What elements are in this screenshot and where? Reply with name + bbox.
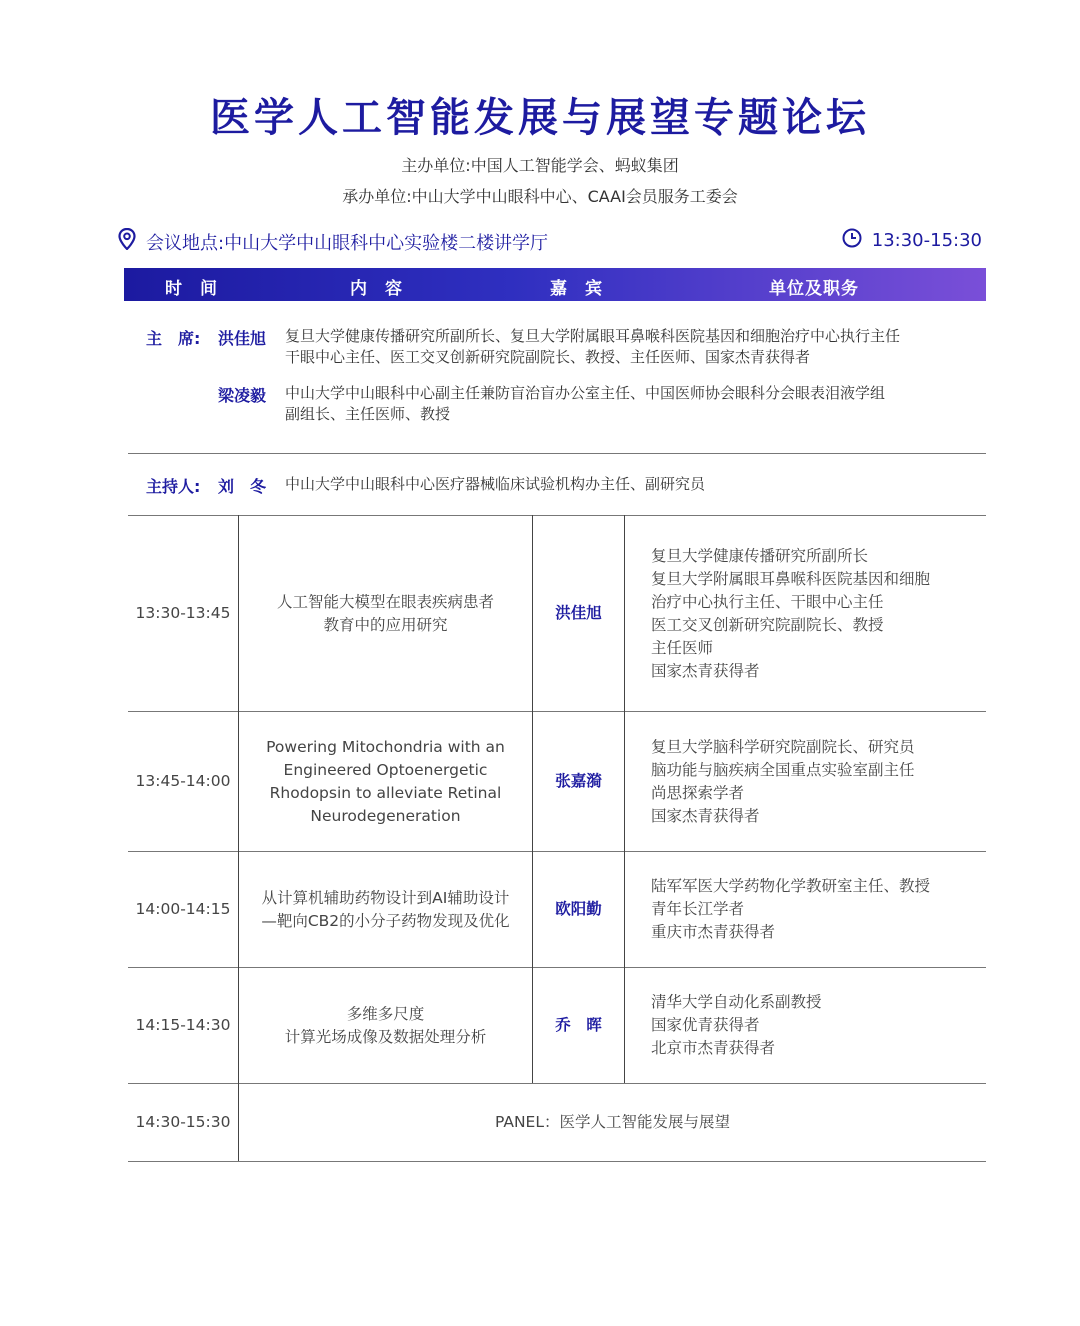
session-guest: 欧阳勤 bbox=[555, 900, 602, 918]
venue-text: 会议地点:中山大学中山眼科中心实验楼二楼讲学厅 bbox=[146, 232, 549, 254]
host-name: 刘 冬 bbox=[218, 477, 267, 496]
session-time: 13:45-14:00 bbox=[135, 772, 231, 790]
venue bbox=[118, 228, 548, 255]
session-topic: 从计算机辅助药物设计到AI辅助设计 —靶向CB2的小分子药物发现及优化 bbox=[261, 888, 510, 930]
header-unit: 单位及职务 bbox=[769, 279, 859, 299]
session-unit: 陆军军医大学药物化学教研室主任、教授 青年长江学者 重庆市杰青获得者 bbox=[651, 877, 931, 941]
divider bbox=[128, 453, 986, 454]
chair-desc: 复旦大学健康传播研究所副所长、复旦大学附属眼耳鼻喉科医院基因和细胞治疗中心执行主任 干眼中心主任、医工交叉创新研究院副院长、教授、主任医师、国家杰青获得者 bbox=[285, 327, 901, 366]
session-unit: 复旦大学健康传播研究所副所长 复旦大学附属眼耳鼻喉科医院基因和细胞 治疗中心执行主任、干眼中心主任 医工交叉创新研究院副院长、教授 主任医师 国家杰青获得者 bbox=[651, 546, 931, 680]
session-topic: 多维多尺度 计算光场成像及数据处理分析 bbox=[284, 1004, 487, 1046]
panel-text: PANEL：医学人工智能发展与展望 bbox=[495, 1113, 730, 1131]
chair-desc: 中山大学中山眼科中心副主任兼防盲治盲办公室主任、中国医师协会眼科分会眼表泪液学组 副组长、主任医师、教授 bbox=[285, 384, 886, 423]
page-title: 医学人工智能发展与展望专题论坛 bbox=[210, 95, 870, 141]
host-label: 主持人: bbox=[146, 477, 201, 496]
session-time: 13:30-13:45 bbox=[135, 604, 231, 622]
session-topic: 人工智能大模型在眼表疾病患者 教育中的应用研究 bbox=[276, 592, 494, 634]
session-time: 14:15-14:30 bbox=[135, 1016, 231, 1034]
time-range-text: 13:30-15:30 bbox=[871, 230, 982, 251]
session-unit: 复旦大学脑科学研究院副院长、研究员 脑功能与脑疾病全国重点实验室副主任 尚思探索学者 国家杰青获得者 bbox=[651, 737, 915, 825]
chair-name: 洪佳旭 bbox=[218, 329, 267, 348]
session-guest: 乔 晖 bbox=[555, 1016, 602, 1034]
session-unit: 清华大学自动化系副教授 国家优青获得者 北京市杰青获得者 bbox=[651, 993, 822, 1057]
session-guest: 洪佳旭 bbox=[555, 604, 602, 622]
header-guest: 嘉 宾 bbox=[550, 279, 608, 299]
chair-label: 主 席: bbox=[146, 329, 201, 348]
location-pin-icon bbox=[118, 228, 136, 255]
host-desc: 中山大学中山眼科中心医疗器械临床试验机构办主任、副研究员 bbox=[285, 475, 706, 493]
clock-icon bbox=[842, 228, 862, 253]
session-topic: Powering Mitochondria with an Engineered Optoenergetic Rhodopsin to alleviate Retinal Neurodegeneration bbox=[266, 737, 505, 825]
chair-name: 梁凌毅 bbox=[218, 386, 267, 405]
co-organizer: 承办单位:中山大学中山眼科中心、CAAI会员服务工委会 bbox=[342, 187, 738, 206]
panel-time: 14:30-15:30 bbox=[135, 1113, 231, 1131]
header-time: 时 间 bbox=[165, 279, 223, 299]
table-rule bbox=[128, 1161, 986, 1162]
header-content: 内 容 bbox=[350, 279, 408, 299]
time-range bbox=[842, 228, 982, 253]
session-guest: 张嘉漪 bbox=[555, 772, 602, 790]
schedule-header bbox=[124, 268, 986, 301]
organizer: 主办单位:中国人工智能学会、蚂蚁集团 bbox=[401, 156, 679, 175]
session-time: 14:00-14:15 bbox=[135, 900, 231, 918]
